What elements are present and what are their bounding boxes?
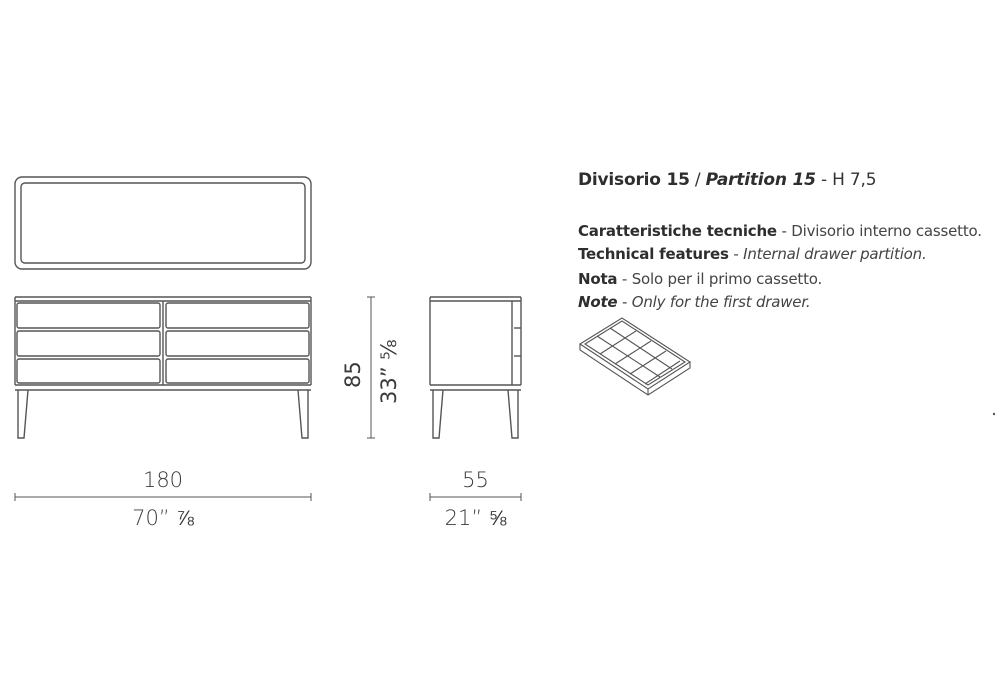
spec-line-technical-it: Caratteristiche tecniche - Divisorio interno cassetto.: [578, 222, 982, 240]
height-in-label: 33” ⅝: [377, 339, 401, 404]
drawer-left-2: [17, 331, 160, 356]
drawer-right-2: [166, 331, 309, 356]
partition-tray-illustration: [580, 318, 690, 395]
width-in-label: 70” ⅞: [132, 506, 194, 530]
drawer-right-1: [166, 303, 309, 328]
drawer-left-3: [17, 359, 160, 383]
depth-in-label: 21” ⅝: [444, 506, 507, 530]
drawer-left-1: [17, 303, 160, 328]
front-view: [15, 297, 311, 438]
width-cm-label: 180: [142, 468, 184, 492]
side-view: [430, 297, 521, 438]
dot-mark: [993, 413, 995, 415]
partition-title: Divisorio 15 / Partition 15 - H 7,5: [578, 170, 877, 190]
drawer-right-3: [166, 359, 309, 383]
spec-line-technical-en: Technical features - Internal drawer partition.: [578, 245, 927, 263]
depth-cm-label: 55: [462, 468, 489, 492]
top-view: [15, 177, 311, 269]
height-cm-label: 85: [341, 361, 365, 388]
spec-line-note-en: Note - Only for the first drawer.: [578, 293, 811, 311]
spec-line-note-it: Nota - Solo per il primo cassetto.: [578, 270, 823, 288]
